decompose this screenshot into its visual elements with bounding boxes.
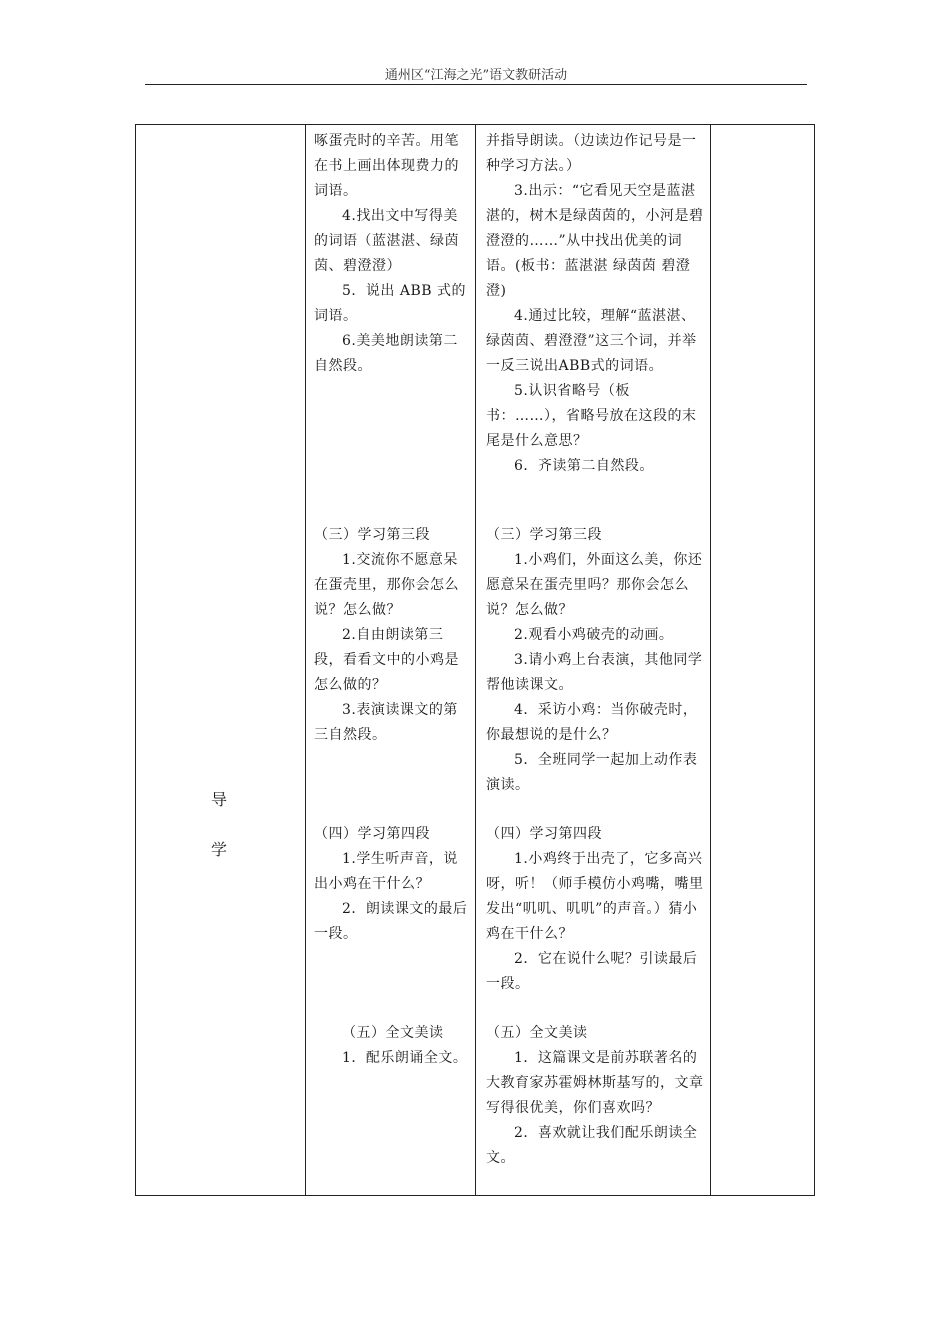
teacher-block-1 — [486, 129, 704, 479]
paragraph: 1.学生听声音，说出小鸡在干什么？ — [314, 851, 458, 892]
paragraph: 5．全班同学一起加上动作表演读。 — [486, 752, 698, 793]
paragraph: 1．配乐朗诵全文。 — [342, 1050, 468, 1066]
page-header-title: 通州区“江海之光”语文教研活动 — [384, 68, 568, 83]
paragraph: 2．喜欢就让我们配乐朗读全文。 — [486, 1125, 698, 1166]
notes-column — [711, 125, 814, 1195]
teacher-block-4 — [486, 1021, 704, 1171]
paragraph: 4．采访小鸡：当你破壳时，你最想说的是什么？ — [486, 702, 698, 743]
paragraph: 2.观看小鸡破壳的动画。 — [514, 627, 674, 643]
lesson-table — [135, 124, 815, 1196]
paragraph: 1.小鸡们，外面这么美，你还愿意呆在蛋壳里吗？那你会怎么说？怎么做？ — [486, 552, 703, 618]
teacher-activity-column — [476, 125, 711, 1195]
paragraph: 2.自由朗读第三段，看看文中的小鸡是怎么做的？ — [314, 627, 459, 693]
paragraph: 1.交流你不愿意呆在蛋壳里，那你会怎么说？怎么做？ — [314, 552, 459, 618]
paragraph: 3.请小鸡上台表演，其他同学帮他读课文。 — [486, 652, 703, 693]
paragraph: （三）学习第三段 — [486, 527, 602, 543]
paragraph: （四）学习第四段 — [486, 826, 602, 842]
paragraph: （五）全文美读 — [486, 1025, 588, 1041]
paragraph: 6．齐读第二自然段。 — [514, 458, 654, 474]
paragraph: 4.通过比较，理解“蓝湛湛、绿茵茵、碧澄澄”这三个词，并举一反三说出ABB式的词语。 — [486, 308, 697, 374]
student-block-4 — [314, 1021, 469, 1071]
paragraph: 3.表演读课文的第三自然段。 — [314, 702, 458, 743]
paragraph: 啄蛋壳时的辛苦。用笔在书上画出体现费力的词语。 — [314, 133, 459, 199]
row-label-char-1: 导 — [211, 790, 228, 809]
paragraph: 并指导朗读。（边读边作记号是一种学习方法。） — [486, 133, 697, 174]
row-label-column — [136, 125, 306, 1195]
row-label-char-2: 学 — [211, 840, 228, 859]
paragraph: （三）学习第三段 — [314, 527, 430, 543]
paragraph: 5．说出 ABB 式的词语。 — [314, 283, 466, 324]
paragraph: 1.小鸡终于出壳了，它多高兴呀，听！（师手模仿小鸡嘴，嘴里发出“叽叽、叽叽”的声音。）猜小鸡在干什么？ — [486, 851, 704, 942]
paragraph: 4.找出文中写得美的词语（蓝湛湛、绿茵茵、碧澄澄） — [314, 208, 459, 274]
student-activity-column — [306, 125, 476, 1195]
paragraph: 3.出示：“它看见天空是蓝湛湛的，树木是绿茵茵的，小河是碧澄澄的……”从中找出优美的词语。(板书：蓝湛湛 绿茵茵 碧澄澄) — [486, 183, 704, 299]
paragraph: 1．这篇课文是前苏联著名的大教育家苏霍姆林斯基写的，文章写得很优美，你们喜欢吗？ — [486, 1050, 704, 1116]
paragraph: 5.认识省略号（板书：……），省略号放在这段的末尾是什么意思？ — [486, 383, 697, 449]
student-block-2 — [314, 523, 469, 748]
paragraph: （五）全文美读 — [342, 1025, 444, 1041]
teacher-block-3 — [486, 822, 704, 997]
paragraph: 2．它在说什么呢？引读最后一段。 — [486, 951, 698, 992]
student-block-1 — [314, 129, 469, 379]
teacher-block-2 — [486, 523, 704, 798]
student-block-3 — [314, 822, 469, 947]
paragraph: 6.美美地朗读第二自然段。 — [314, 333, 458, 374]
paragraph: （四）学习第四段 — [314, 826, 430, 842]
header-rule — [145, 84, 807, 85]
paragraph: 2．朗读课文的最后一段。 — [314, 901, 468, 942]
